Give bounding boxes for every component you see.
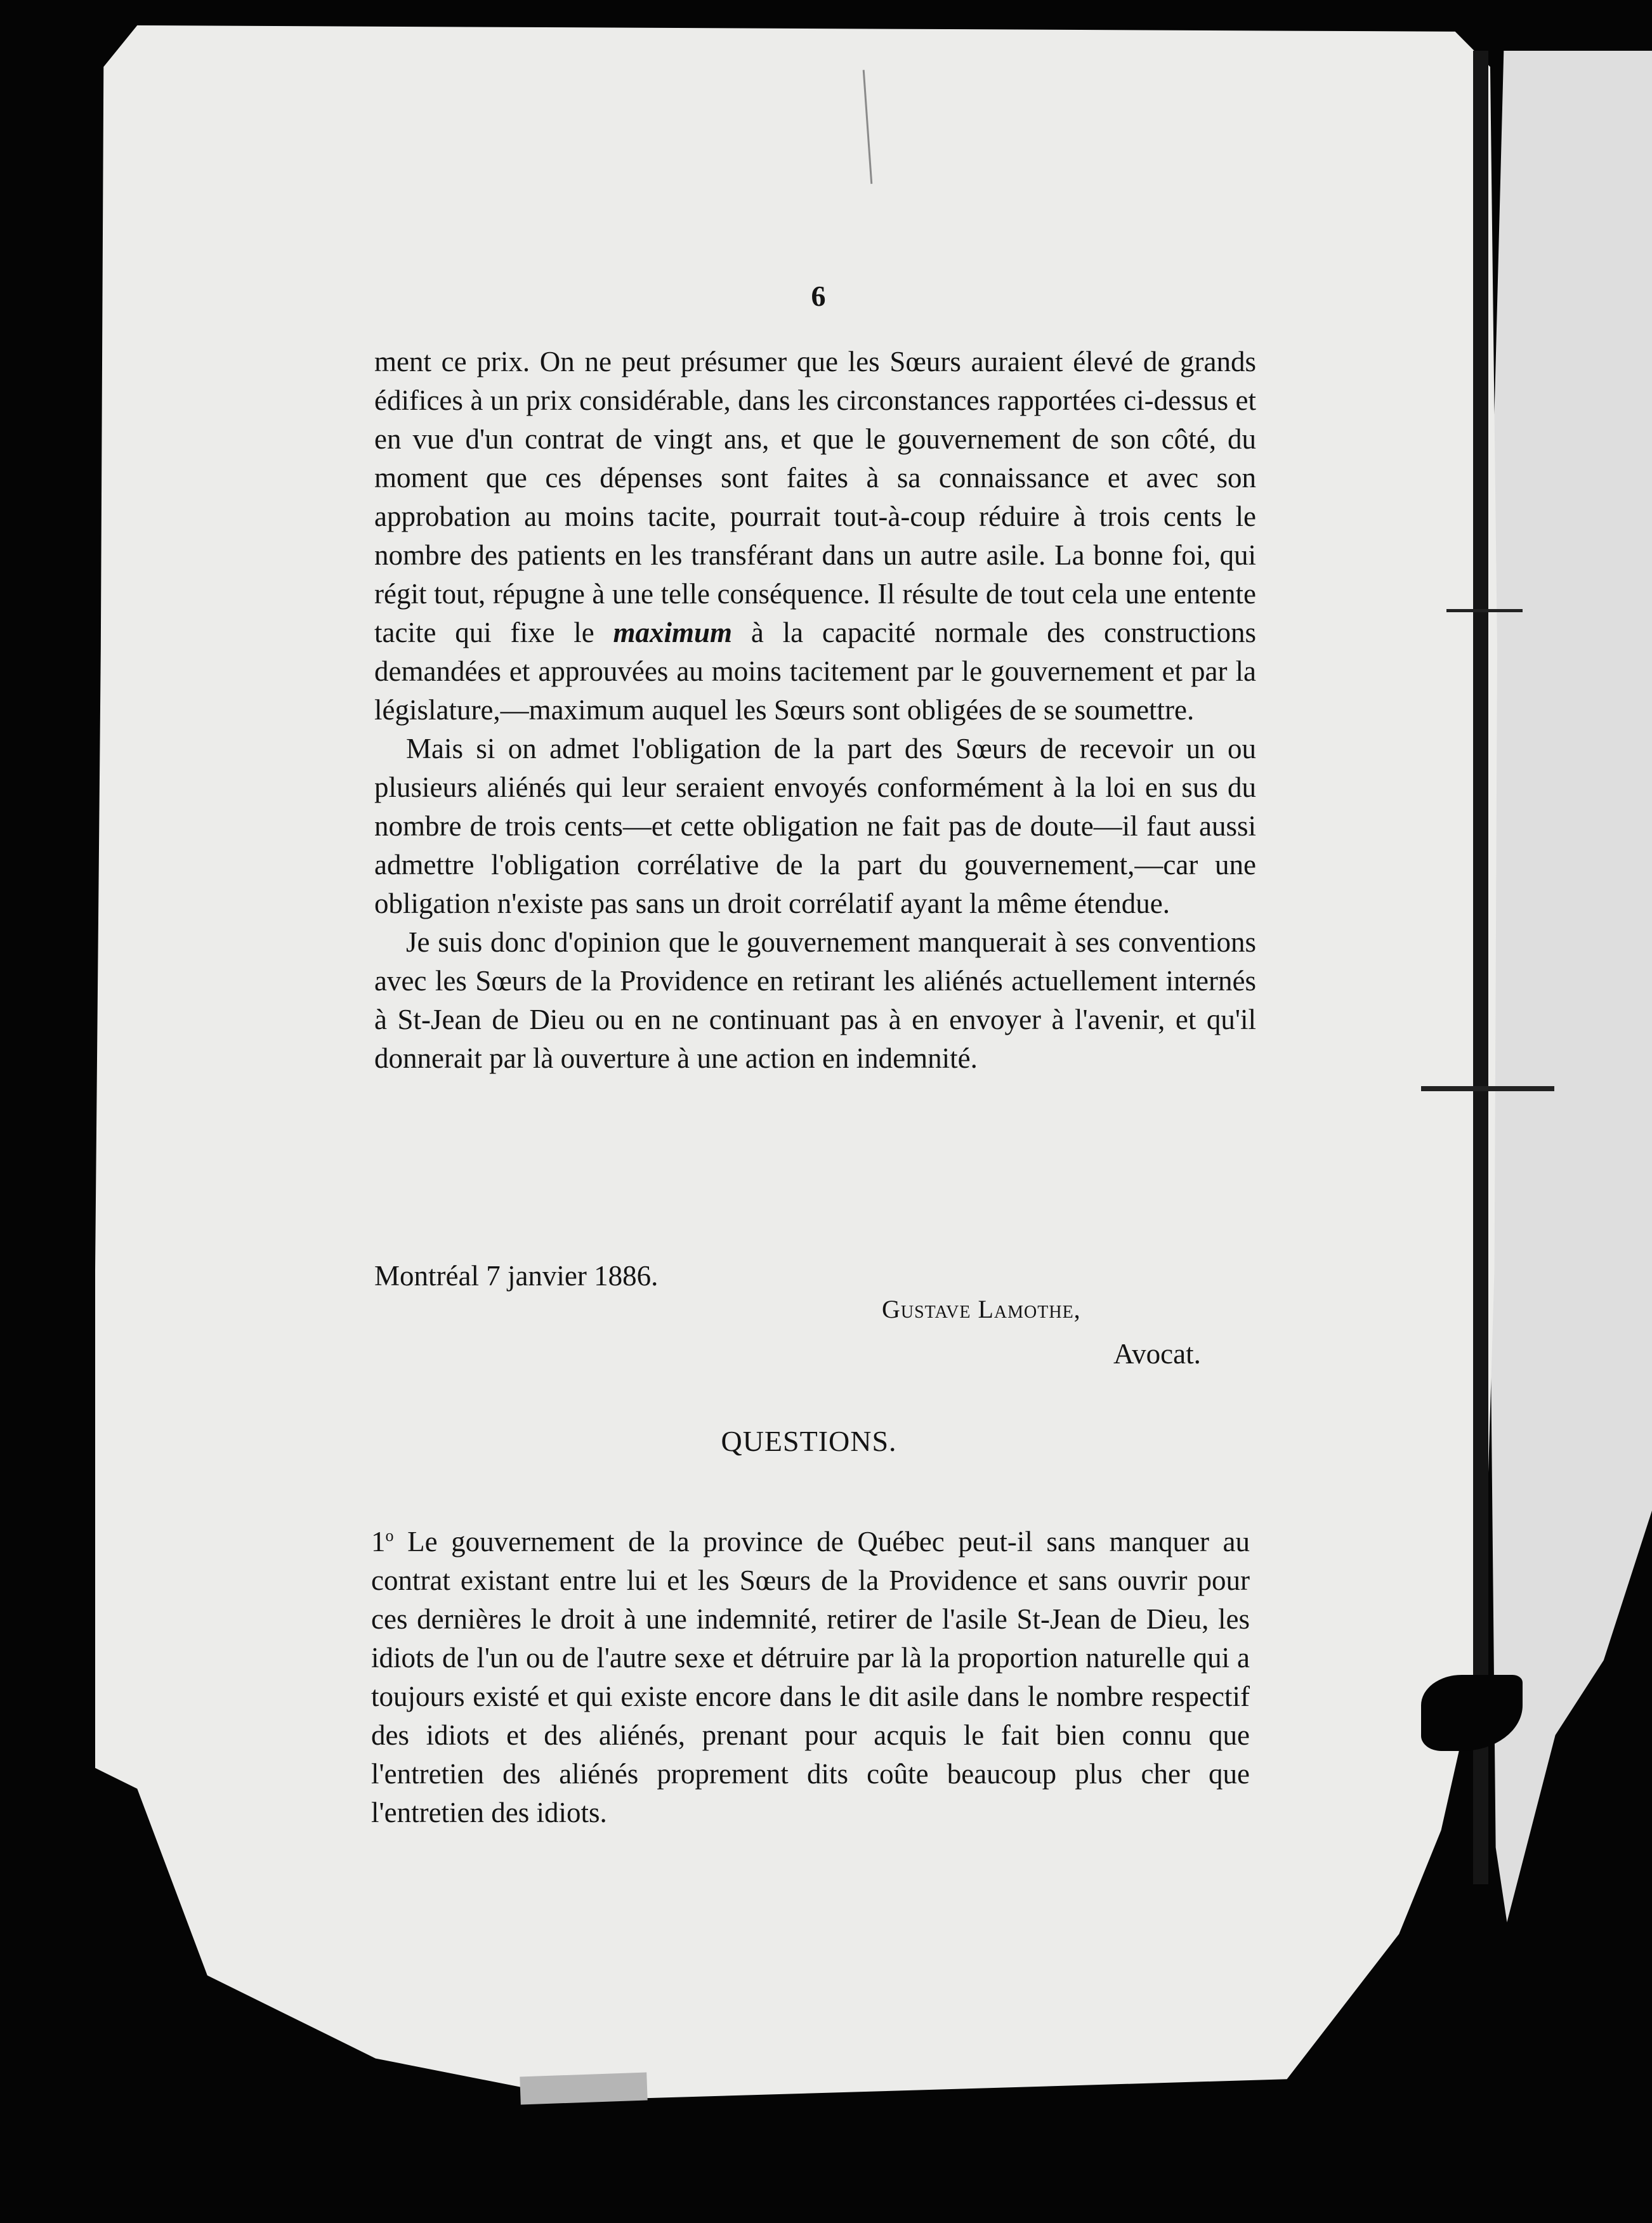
thumb-smudge — [520, 2073, 647, 2105]
signature-title: Avocat. — [1113, 1338, 1201, 1370]
paragraph — [374, 730, 1256, 923]
paragraph-text: Mais si on admet l'obligation de la part des Sœurs de recevoir un ou plusieurs aliénés qui leur seraient envoyés conformément à la loi en sus du nombre de trois cents—et cette obligation ne fait pas de doute—il faut aussi admettre l'obligation corrélative de la part du gouvernement,—car une obligation n'existe pas sans un droit corrélatif ayant la même étendue. — [374, 733, 1256, 919]
date-line: Montréal 7 janvier 1886. — [374, 1260, 659, 1292]
page-gutter — [1473, 51, 1488, 1884]
page-number: 6 — [811, 280, 826, 312]
paragraph — [374, 343, 1256, 730]
paragraph-text: Je suis donc d'opinion que le gouvernement manquerait à ses conventions avec les Sœurs de la Providence en retirant les aliénés actuellement internés à St-Jean de Dieu ou en ne continuant pas à en envoyer à l'avenir, et qu'il donnerait par là ouverture à une action en indemnité. — [374, 926, 1256, 1074]
paper-tear — [1446, 609, 1523, 612]
paragraph-text: à la capacité normale des constructions demandées et approuvées au moins tacitement par le gouvernement et par la législature,—maximum auquel les Sœurs sont obligées de se soumettre. — [374, 617, 1256, 726]
signature-name: Gustave Lamothe, — [882, 1295, 1081, 1323]
question-paragraph — [371, 1516, 1250, 1832]
paragraph-text: ment ce prix. On ne peut présumer que les Sœurs auraient élevé de grands édifices à un prix considérable, dans les circonstances rapportées ci-dessus et en vue d'un contrat de vingt ans, et que le gouvernement de son côté, du moment que ces dépenses sont faites à sa connaissance et avec son approbation au moins tacite, pourrait tout-à-coup réduire à trois cents le nombre des patients en les transférant dans un autre asile. La bonne foi, qui régit tout, répugne à une telle conséquence. Il résulte de tout cela une entente tacite qui fixe le — [374, 346, 1256, 648]
paragraph — [374, 923, 1256, 1078]
question-number: 1$^o$ — [371, 1526, 394, 1557]
paragraph-list — [374, 343, 1256, 1078]
question-text: Le gouvernement de la province de Québec peut-il sans manquer au contrat existant entre lui et les Sœurs de la Providence et sans ouvrir pour ces dernières le droit à une indemnité, retirer de l'asile St-Jean de Dieu, les idiots de l'un ou de l'autre sexe et détruire par là la proportion naturelle qui a toujours existé et qui existe encore dans le dit asile dans le nombre respectif des idiots et des aliénés, prenant pour acquis le fait bien connu que l'entretien des aliénés proprement dits coûte beaucoup plus cher que l'entretien des idiots. — [371, 1526, 1250, 1828]
emphasis-text: maximum — [613, 617, 733, 648]
paper-tear — [1421, 1086, 1554, 1091]
section-heading: QUESTIONS. — [721, 1425, 897, 1457]
